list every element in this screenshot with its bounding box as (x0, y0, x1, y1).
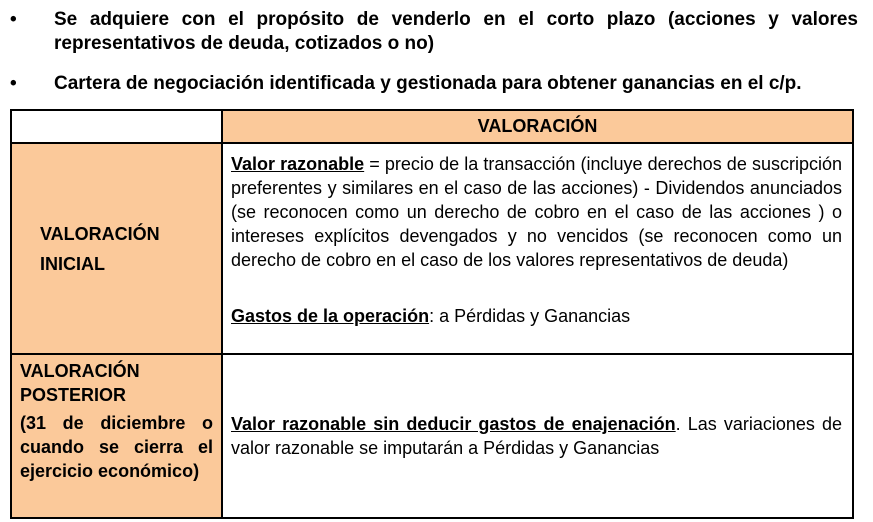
valuation-table (10, 109, 854, 519)
bullet-item (8, 72, 858, 96)
initial-fair-value-paragraph (231, 152, 842, 272)
fair-value-term: Valor razonable (231, 154, 365, 174)
table-row-posterior (11, 354, 853, 518)
initial-label-line1: VALORACIÓN (40, 223, 160, 244)
header-empty-cell (11, 110, 222, 143)
costs-term: Gastos de la operación (231, 306, 430, 326)
bullet-list (8, 8, 858, 96)
posterior-label-line2: POSTERIOR (20, 385, 127, 405)
table-row-initial (11, 143, 853, 354)
initial-costs-paragraph (231, 304, 842, 328)
bullet-text: Se adquiere con el propósito de venderlo en el corto plazo (acciones y valores representativos de deuda, cotizados o no) (54, 9, 858, 54)
posterior-label-cell (11, 354, 222, 518)
initial-label-cell (11, 143, 222, 354)
posterior-label-line1: VALORACIÓN (20, 361, 140, 381)
bullet-marker: • (10, 73, 17, 94)
initial-content-cell (222, 143, 853, 354)
header-cell: VALORACIÓN (222, 110, 853, 143)
posterior-text: . Las variaciones de valor razonable se imputarán a Pérdidas y Ganancias (231, 414, 843, 458)
bullet-text: Cartera de negociación identificada y gestionada para obtener ganancias en el c/p. (54, 73, 802, 94)
costs-text: : a Pérdidas y Ganancias (429, 306, 631, 326)
posterior-term: Valor razonable sin deducir gastos de enajenación (231, 414, 676, 434)
table-header-row (11, 110, 853, 143)
fair-value-text: = precio de la transacción (incluye derechos de suscripción preferentes y similares en el caso de las acciones) - Dividendos anunciados (se reconocen como un derecho de cobro en el caso de las acciones ) o intereses explícitos devengados y no vencidos (se reconocen como un derecho de cobro en el caso de los valores representativos de deuda) (231, 154, 842, 270)
bullet-marker: • (10, 9, 17, 30)
bullet-item (8, 8, 858, 56)
initial-label-line2: INICIAL (40, 253, 105, 274)
posterior-content-cell (222, 354, 853, 518)
posterior-label-sub: (31 de diciembre o cuando se cierra el ejercicio económico) (20, 413, 213, 481)
